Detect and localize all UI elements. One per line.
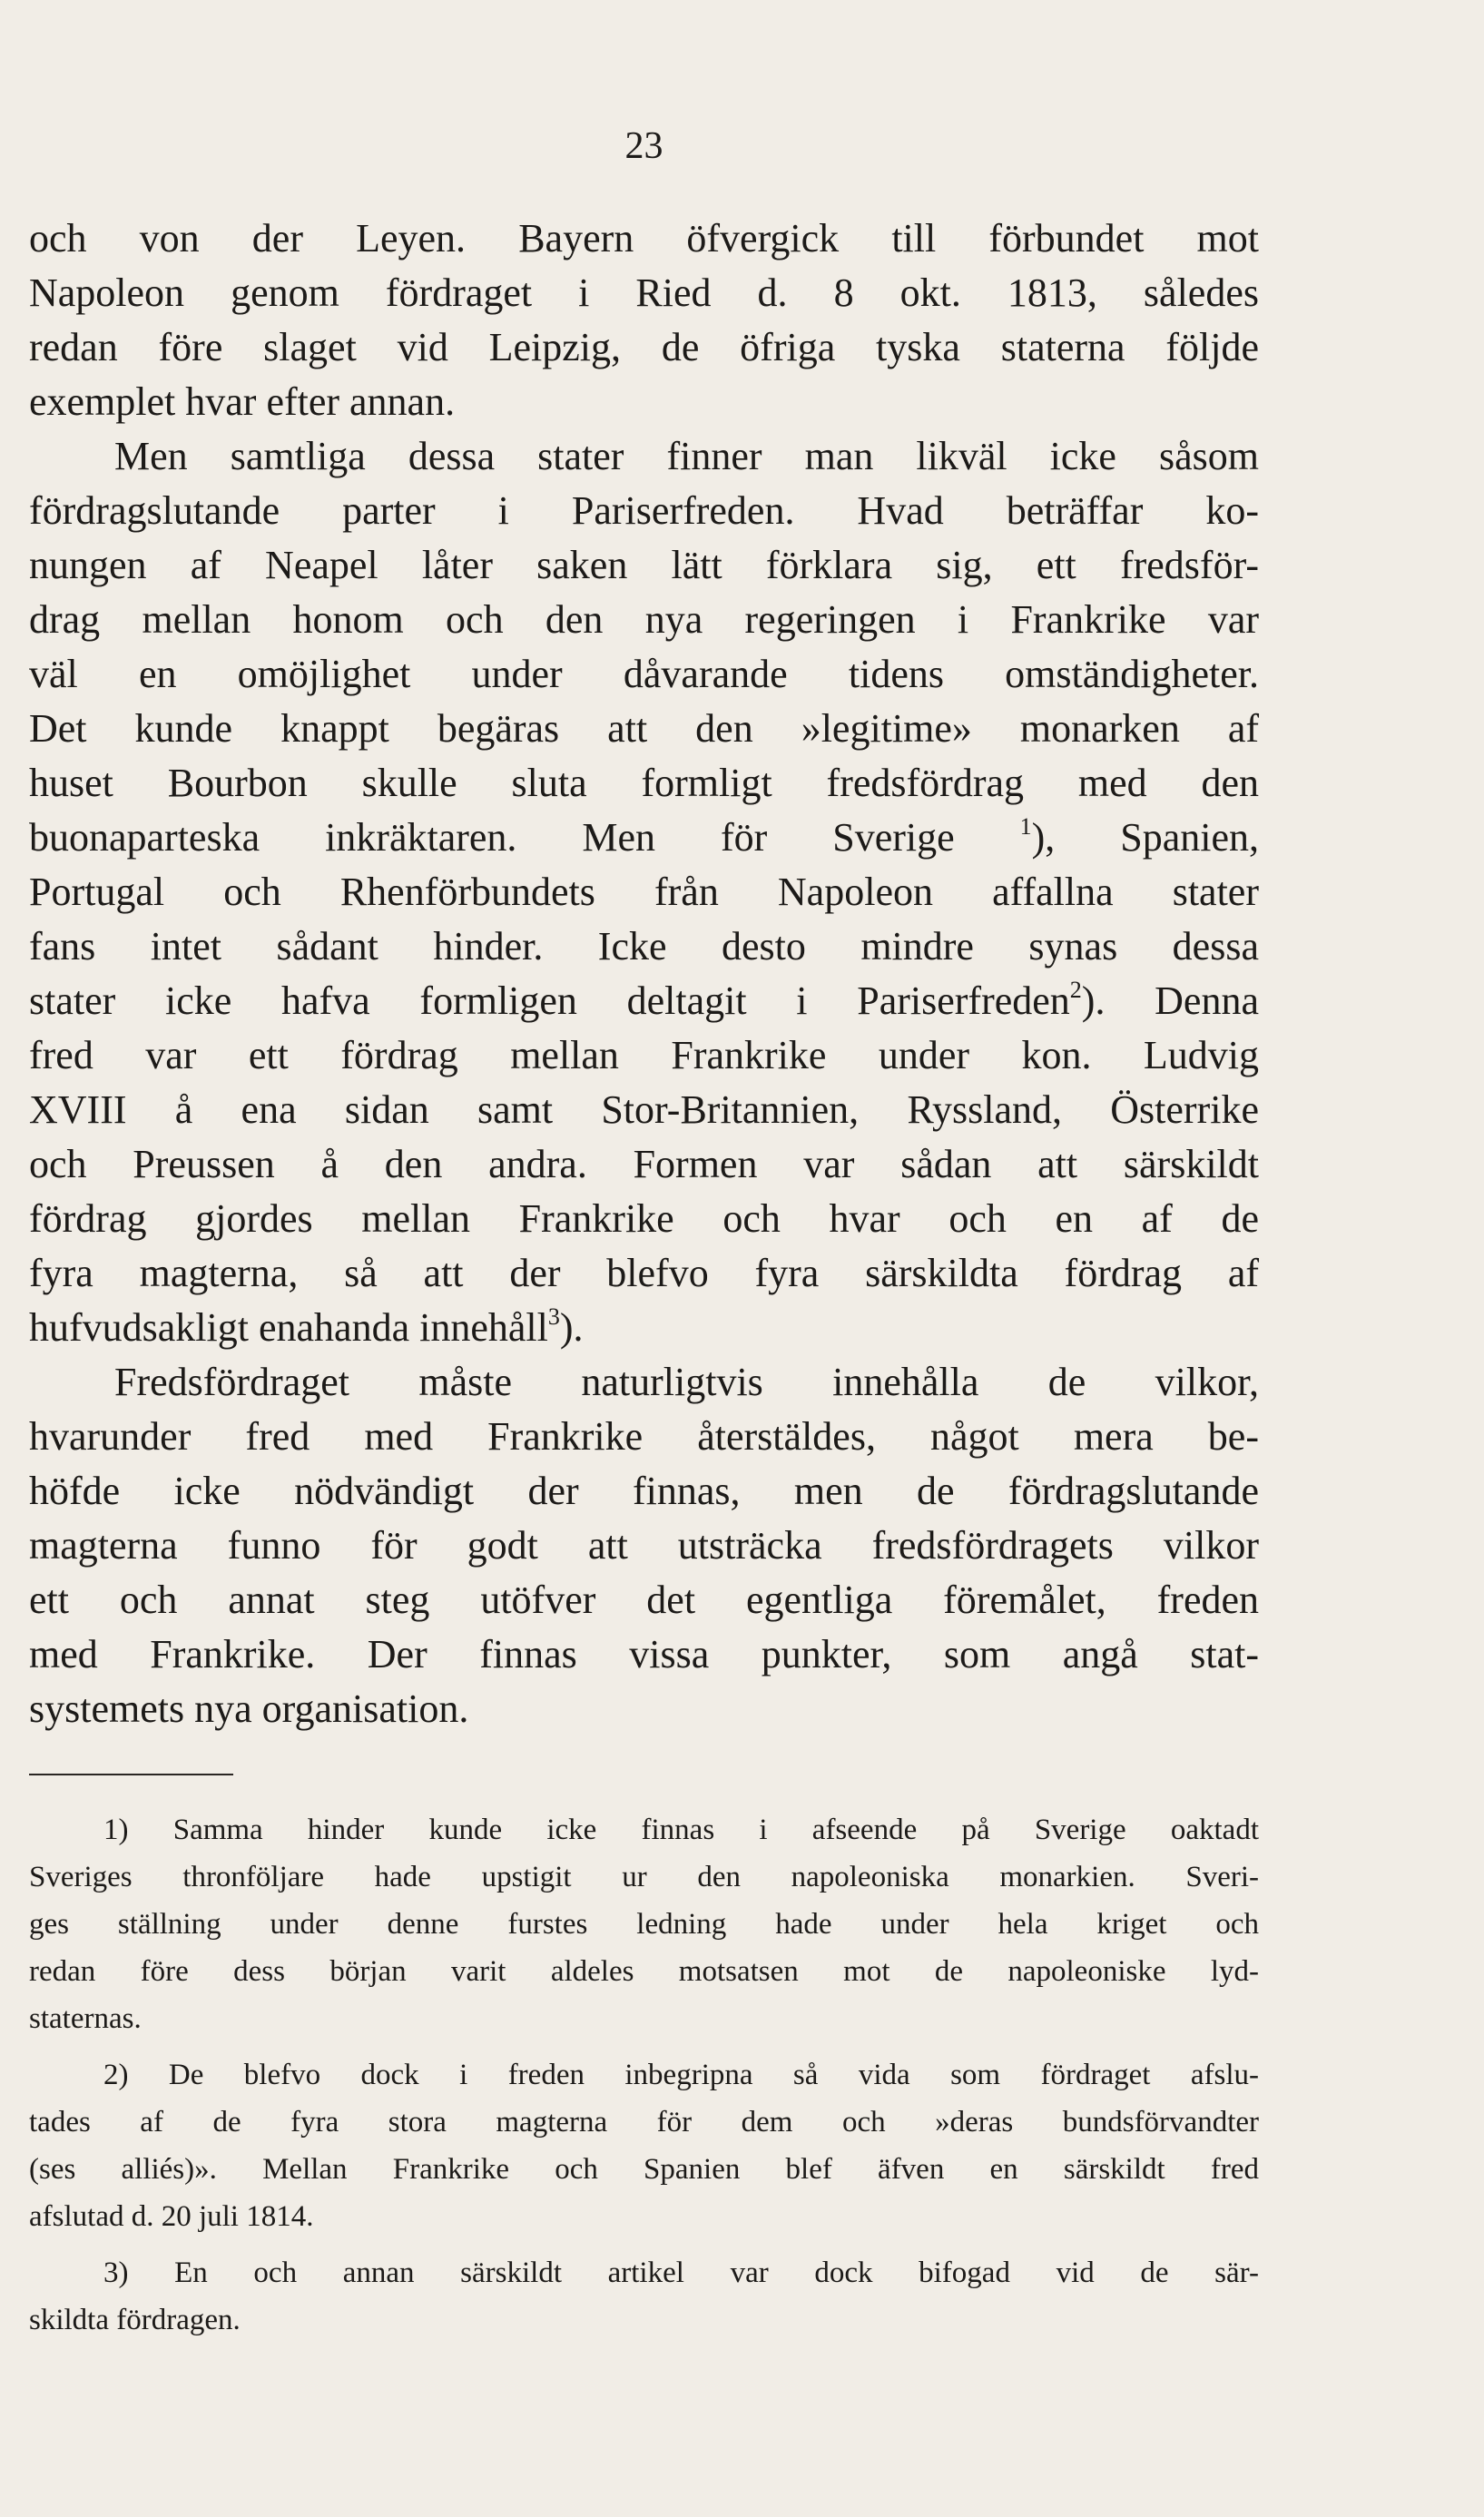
text-segment: ), Spanien, (1031, 815, 1260, 860)
footnote-ref-3[interactable]: 3 (547, 1303, 560, 1330)
footnote-2 (29, 2051, 1259, 2240)
footnote-line: staternas. (29, 2002, 142, 2035)
text-line: redan före slaget vid Leipzig, de öfriga tyska staterna följde (29, 325, 1259, 369)
book-page (29, 0, 1259, 2517)
text-line: och Preussen å den andra. Formen var sådan att särskildt (29, 1142, 1259, 1186)
text-line: magterna funno för godt att utsträcka fredsfördragets vilkor (29, 1523, 1259, 1568)
text-line: fyra magterna, så att der blefvo fyra särskildta fördrag af (29, 1251, 1259, 1295)
text-segment: hufvudsakligt enahanda innehåll (29, 1305, 548, 1350)
body-text (29, 211, 1259, 1736)
footnote-line: 2) De blefvo dock i freden inbegripna så vida som fördraget afslu- (103, 2059, 1259, 2091)
text-line: fördrag gjordes mellan Frankrike och hvar och en af de (29, 1196, 1259, 1241)
text-line: fans intet sådant hinder. Icke desto mindre synas dessa (29, 924, 1259, 968)
text-segment: ). (559, 1305, 584, 1350)
text-line: fred var ett fördrag mellan Frankrike under kon. Ludvig (29, 1033, 1259, 1077)
footnotes (29, 1806, 1259, 2353)
footnote-line: skildta fördragen. (29, 2304, 241, 2336)
footnote-separator (29, 1774, 233, 1775)
text-segment: ). Denna (1081, 978, 1259, 1023)
text-line-with-footnote-ref (29, 811, 1259, 865)
text-line: exemplet hvar efter annan. (29, 379, 456, 424)
footnote-line: afslutad d. 20 juli 1814. (29, 2200, 314, 2233)
text-line: fördragslutande parter i Pariserfreden. Hvad beträffar ko- (29, 488, 1259, 533)
text-segment: stater icke hafva formligen deltagit i Pariserfreden (29, 978, 1070, 1023)
footnote-line: 1) Samma hinder kunde icke finnas i afseende på Sverige oaktadt (103, 1814, 1259, 1846)
footnote-line: ges ställning under denne furstes ledning hade under hela kriget och (29, 1908, 1259, 1941)
footnote-ref-2[interactable]: 2 (1069, 977, 1082, 1003)
page-number: 23 (624, 125, 663, 167)
footnote-line: (ses alliés)». Mellan Frankrike och Spanien blef äfven en särskildt fred (29, 2153, 1259, 2186)
text-line: ett och annat steg utöfver det egentliga föremålet, freden (29, 1578, 1259, 1622)
text-segment: buonaparteska inkräktaren. Men för Sverige (29, 815, 955, 860)
text-line: hvarunder fred med Frankrike återstäldes, något mera be- (29, 1414, 1259, 1459)
text-line: drag mellan honom och den nya regeringen i Frankrike var (29, 597, 1259, 642)
footnote-line: Sveriges thronföljare hade upstigit ur den napoleoniska monarkien. Sveri- (29, 1861, 1259, 1893)
text-line: Portugal och Rhenförbundets från Napoleon affallna stater (29, 870, 1259, 914)
text-line: huset Bourbon skulle sluta formligt fredsfördrag med den (29, 761, 1259, 805)
text-line: med Frankrike. Der finnas vissa punkter, som angå stat- (29, 1632, 1259, 1676)
footnote-line: redan före dess början varit aldeles motsatsen mot de napoleoniske lyd- (29, 1955, 1259, 1988)
text-line: och von der Leyen. Bayern öfvergick till förbundet mot (29, 216, 1259, 261)
footnote-ref-1[interactable]: 1 (1019, 813, 1032, 840)
text-line-with-footnote-ref (29, 974, 1259, 1028)
footnote-3 (29, 2249, 1259, 2344)
text-line-with-footnote-ref (29, 1301, 1259, 1355)
paragraph-start-line: Fredsfördraget måste naturligtvis innehålla de vilkor, (114, 1360, 1259, 1404)
paragraph-start-line: Men samtliga dessa stater finner man likväl icke såsom (114, 434, 1259, 478)
text-line: systemets nya organisation. (29, 1686, 469, 1731)
text-line: nungen af Neapel låter saken lätt förklara sig, ett fredsför- (29, 543, 1259, 587)
text-line: höfde icke nödvändigt der finnas, men de fördragslutande (29, 1469, 1259, 1513)
text-line: XVIII å ena sidan samt Stor-Britannien, Ryssland, Österrike (29, 1087, 1259, 1132)
text-line: väl en omöjlighet under dåvarande tidens omständigheter. (29, 652, 1259, 696)
footnote-line: tades af de fyra stora magterna för dem och »deras bundsförvandter (29, 2106, 1259, 2138)
text-line: Det kunde knappt begäras att den »legitime» monarken af (29, 706, 1259, 751)
footnote-line: 3) En och annan särskildt artikel var dock bifogad vid de sär- (103, 2256, 1259, 2289)
text-line: Napoleon genom fördraget i Ried d. 8 okt. 1813, således (29, 270, 1259, 315)
footnote-1 (29, 1806, 1259, 2042)
